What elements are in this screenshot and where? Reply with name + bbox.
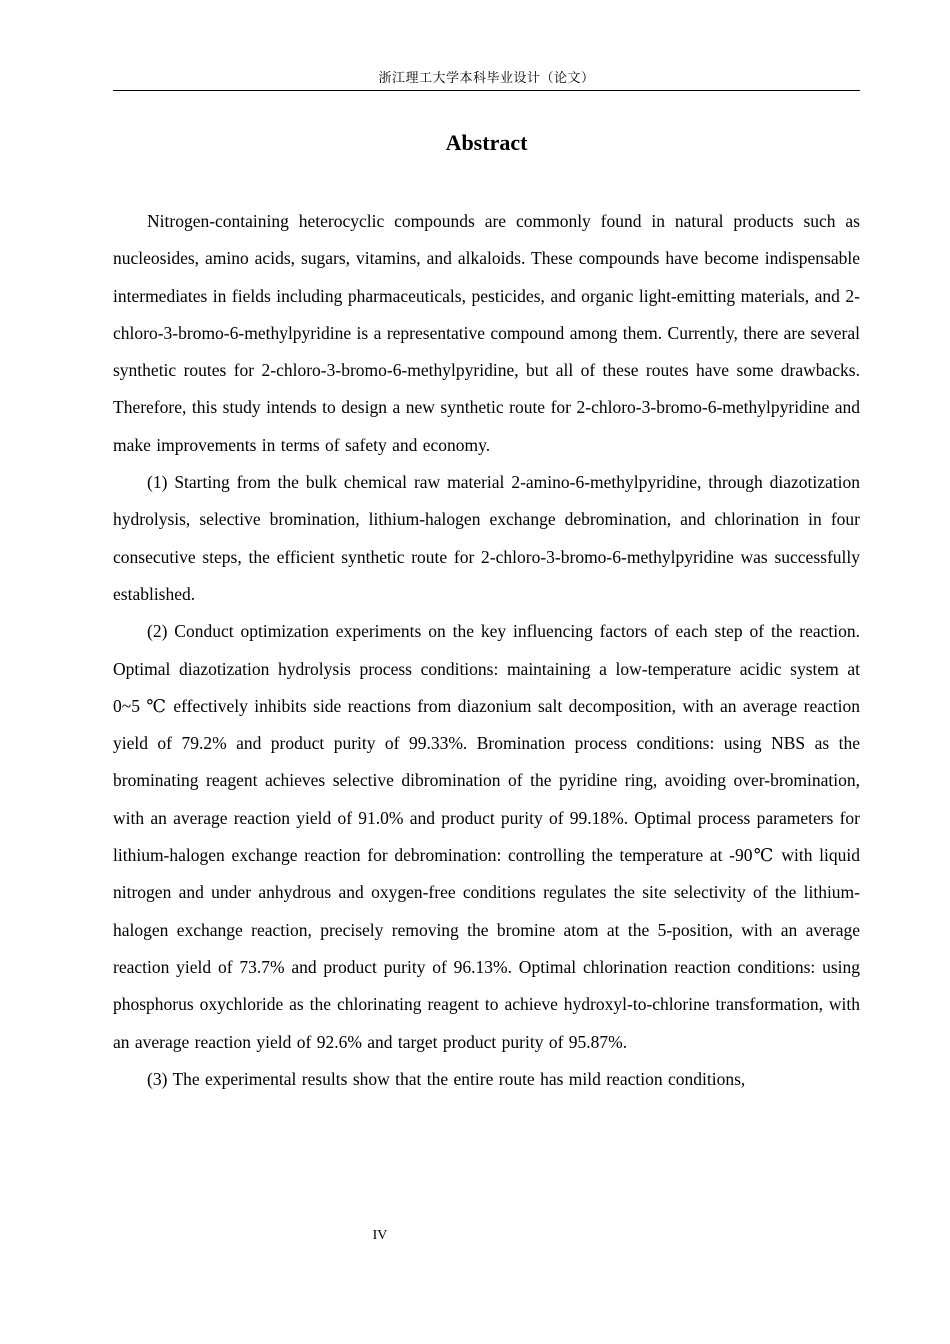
paragraph-point-1: (1) Starting from the bulk chemical raw material 2-amino-6-methylpyridine, through diazotization hydrolysis, selective bromination, lithium-halogen exchange debromination, and chlorination in four consecutive steps, the efficient synthetic route for 2-chloro-3-bromo-6-methylpyridine was successfully established. (113, 472, 860, 604)
abstract-body (113, 203, 860, 1098)
page-title: Abstract (445, 130, 528, 155)
paragraph-point-3: (3) The experimental results show that the entire route has mild reaction conditions, (147, 1068, 746, 1089)
page-number: IV (372, 1228, 388, 1243)
header-rule (113, 90, 860, 91)
paragraph-point-2: (2) Conduct optimization experiments on the key influencing factors of each step of the reaction. Optimal diazotization hydrolysis process conditions: maintaining a low-temperature acidic system at 0~5 ℃ effectively inhibits side reactions from diazonium salt decomposition, with an average reaction yield of 79.2% and product purity of 99.33%. Bromination process conditions: using NBS as the brominating reagent achieves selective dibromination of the pyridine ring, avoiding over-bromination, with an average reaction yield of 91.0% and product purity of 99.18%. Optimal process parameters for lithium-halogen exchange reaction for debromination: controlling the temperature at -90℃ with liquid nitrogen and under anhydrous and oxygen-free conditions regulates the site selectivity of the lithium-halogen exchange reaction, precisely removing the bromine atom at the 5-position, with an average reaction yield of 73.7% and product purity of 96.13%. Optimal chlorination reaction conditions: using phosphorus oxychloride as the chlorinating reagent to achieve hydroxyl-to-chlorine transformation, with an average reaction yield of 92.6% and target product purity of 95.87%. (113, 621, 860, 1052)
paragraph-intro: Nitrogen-containing heterocyclic compounds are commonly found in natural products such as nucleosides, amino acids, sugars, vitamins, and alkaloids. These compounds have become indispensable intermediates in fields including pharmaceuticals, pesticides, and organic light-emitting materials, and 2-chloro-3-bromo-6-methylpyridine is a representative compound among them. Currently, there are several synthetic routes for 2-chloro-3-bromo-6-methylpyridine, but all of these routes have some drawbacks. Therefore, this study intends to design a new synthetic route for 2-chloro-3-bromo-6-methylpyridine and make improvements in terms of safety and economy. (113, 211, 860, 455)
running-header: 浙江理工大学本科毕业设计（论文） (378, 71, 595, 86)
